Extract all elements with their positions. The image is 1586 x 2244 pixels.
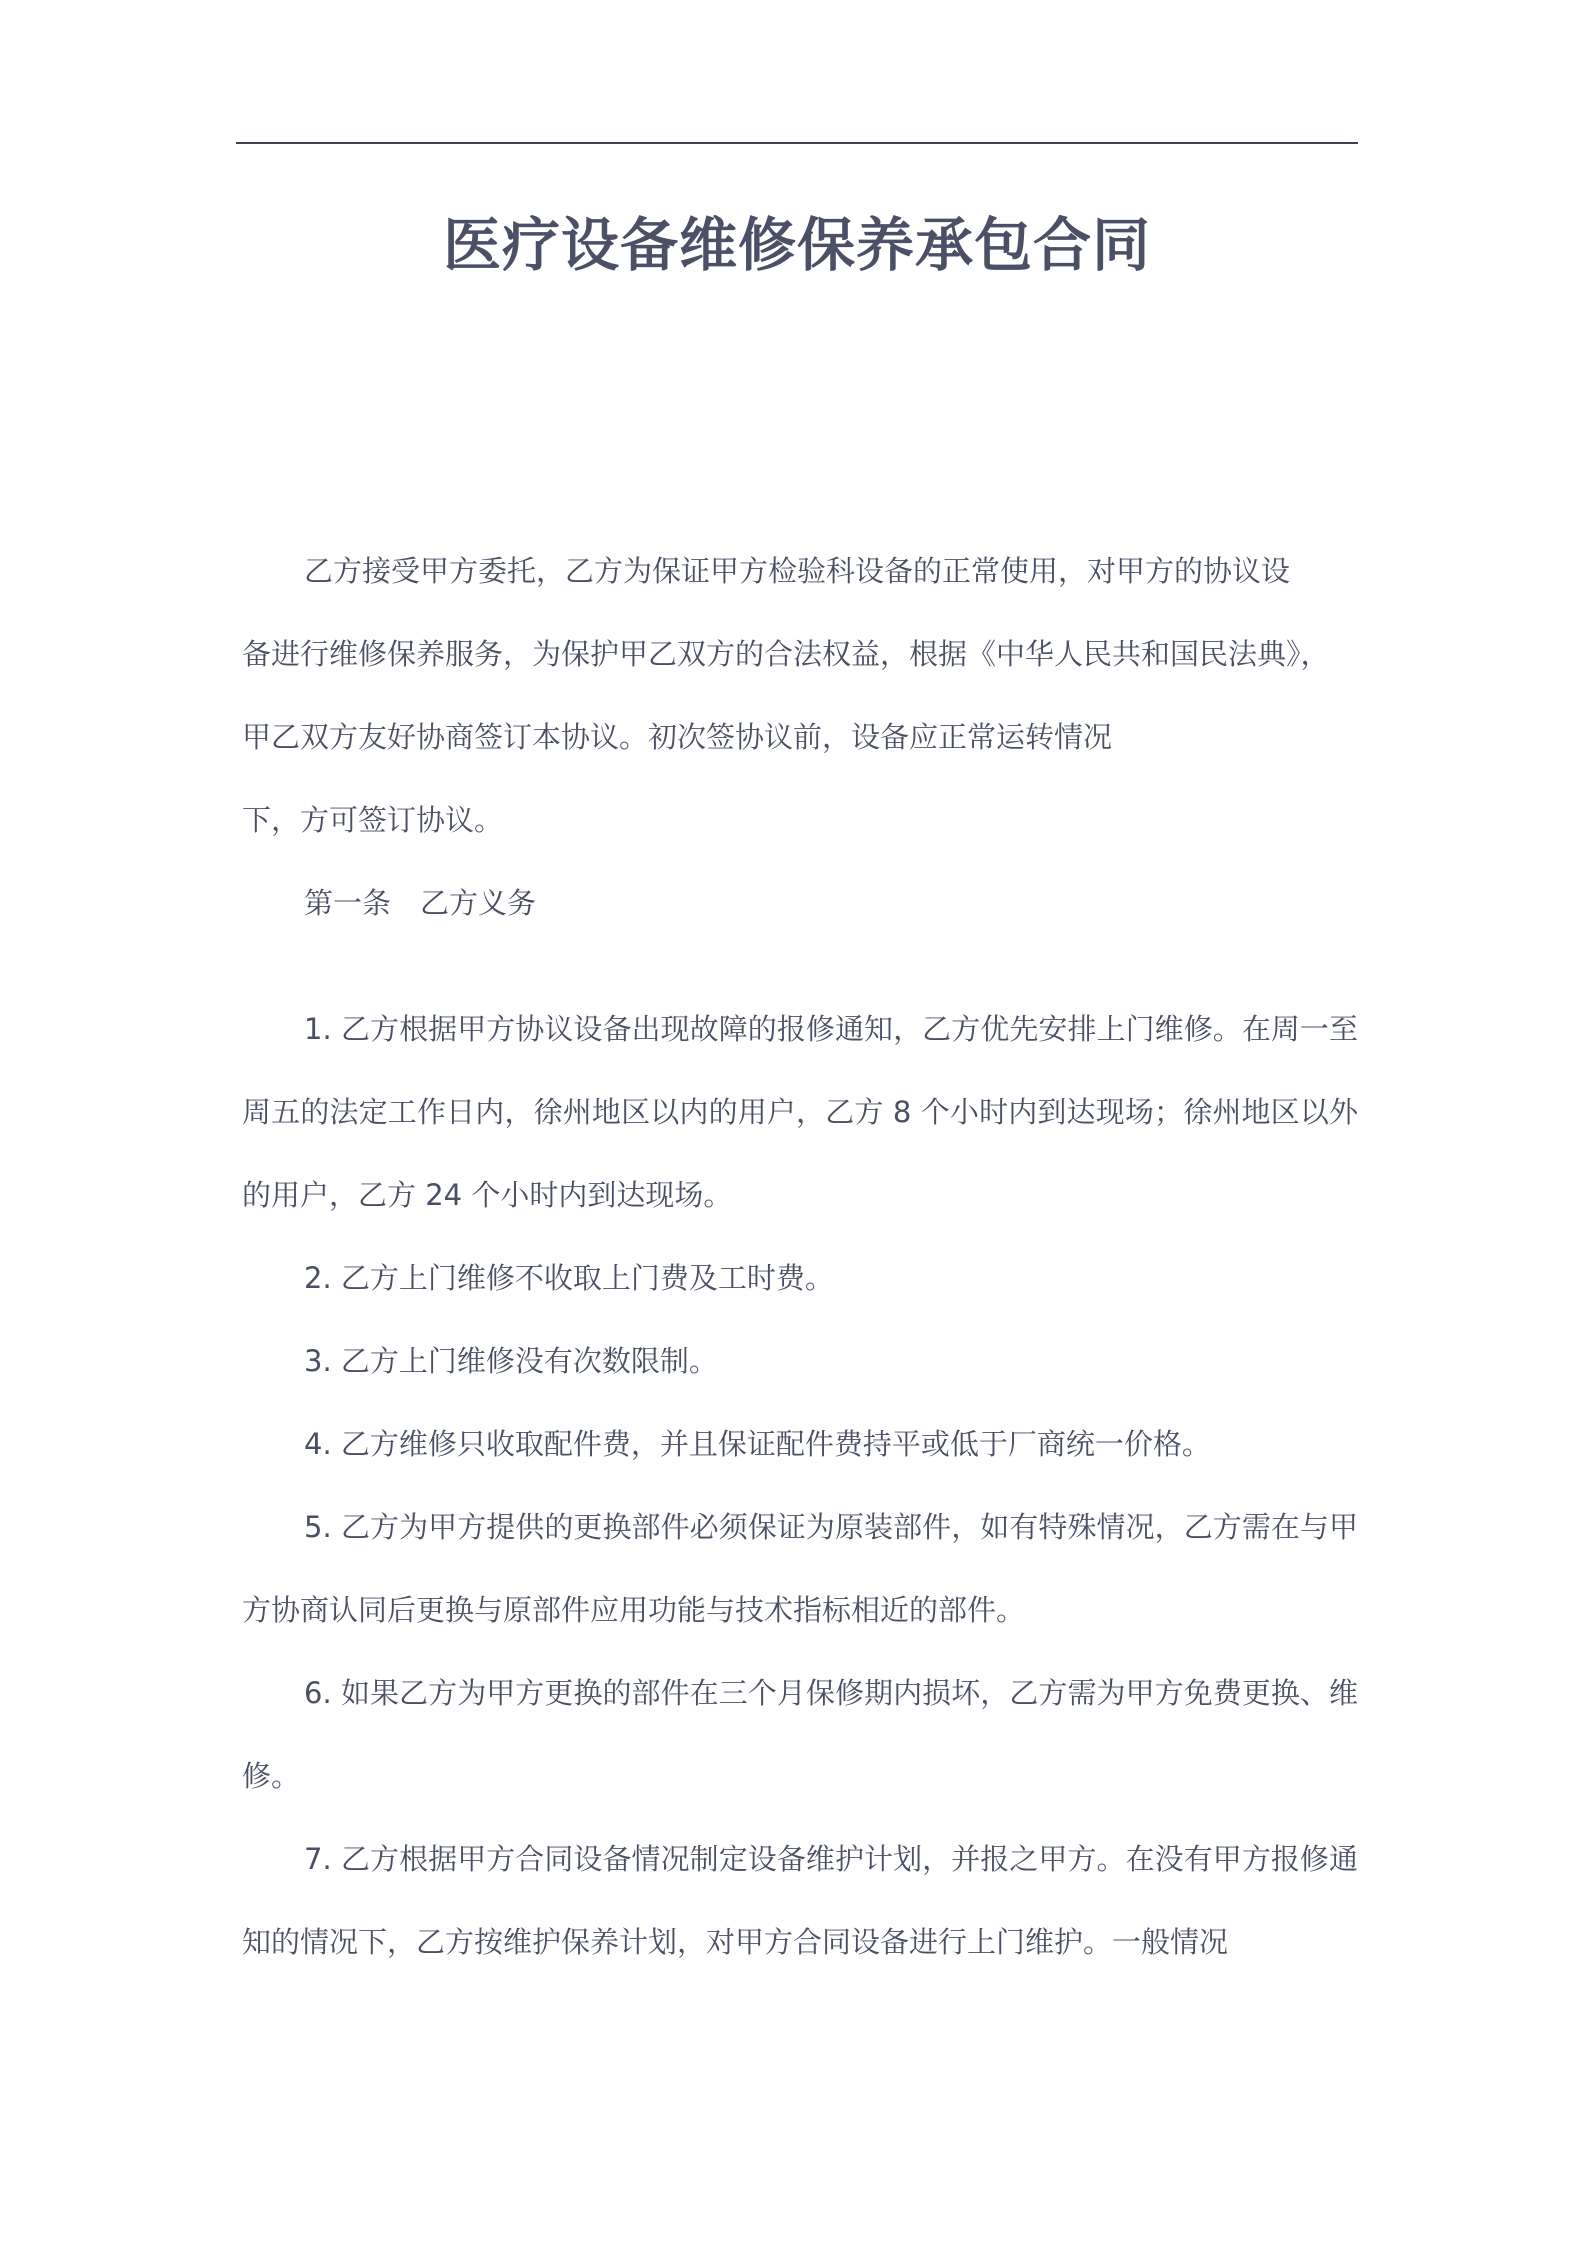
document-body (242, 530, 1358, 1984)
article-item: 4. 乙方维修只收取配件费，并且保证配件费持平或低于厂商统一价格。 (304, 1427, 1211, 1461)
article-heading: 第一条 乙方义务 (304, 886, 537, 920)
preamble-line: 乙方接受甲方委托，乙方为保证甲方检验科设备的正常使用，对甲方的协议设 (304, 554, 1291, 588)
article-item: 2. 乙方上门维修不收取上门费及工时费。 (304, 1261, 834, 1295)
document-title: 医疗设备维修保养承包合同 (442, 211, 1151, 279)
preamble-line: 备进行维修保养服务，为保护甲乙双方的合法权益，根据《中华人民共和国民法典》， (242, 637, 1330, 671)
article-item: 3. 乙方上门维修没有次数限制。 (304, 1344, 718, 1378)
preamble-line: 下，方可签订协议。 (242, 803, 504, 837)
article-item: 1. 乙方根据甲方协议设备出现故障的报修通知，乙方优先安排上门维修。在周一至周五的法定工作日内，徐州地区以内的用户，乙方 8 个小时内到达现场；徐州地区以外的用户，乙方 24 个小时内到达现场。 (242, 1012, 1358, 1212)
header-rule (236, 142, 1358, 144)
article-item: 6. 如果乙方为甲方更换的部件在三个月保修期内损坏，乙方需为甲方免费更换、维修。 (242, 1676, 1358, 1793)
preamble-line: 甲乙双方友好协商签订本协议。初次签协议前，设备应正常运转情况 (242, 720, 1113, 754)
article-item: 5. 乙方为甲方提供的更换部件必须保证为原装部件，如有特殊情况，乙方需在与甲方协商认同后更换与原部件应用功能与技术指标相近的部件。 (242, 1510, 1358, 1627)
article-item: 7. 乙方根据甲方合同设备情况制定设备维护计划，并报之甲方。在没有甲方报修通知的情况下，乙方按维护保养计划，对甲方合同设备进行上门维护。一般情况 (242, 1842, 1358, 1959)
preamble-paragraph (242, 530, 1358, 862)
